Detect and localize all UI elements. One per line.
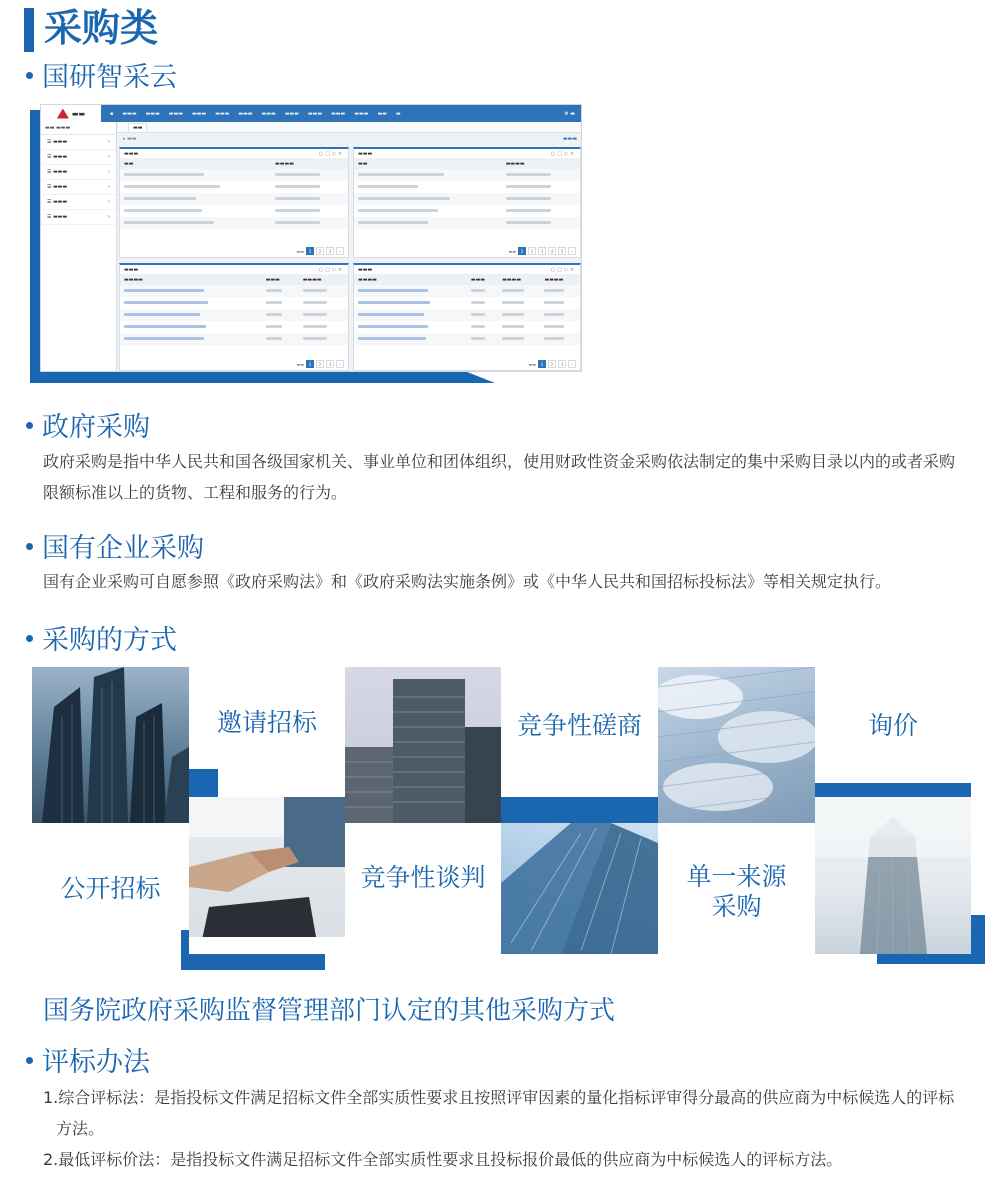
screenshot-frame-bottom [30,372,495,383]
bullet-icon [26,72,33,79]
evaluation-item-2: 2.最低评标价法：是指投标文件满足招标文件全部实质性要求且投标报价最低的供应商为中标候选人的评标方法。 [43,1150,843,1169]
sidebar-item: ☰ ▬▬▬ › [41,135,116,150]
section-gov-text: 政府采购是指中华人民共和国各级国家机关、事业单位和团体组织，使用财政性资金采购依法制定的集中采购目录以内的或者采购限额标准以上的货物、工程和服务的行为。 [43,452,956,502]
glass-facade-image [658,667,815,823]
image-dark-towers [32,667,189,823]
handshake-image [189,797,345,954]
panel-table: ▬▬ ▬▬▬▬ [354,159,580,229]
nav-item: ▬▬▬ [354,110,369,117]
nav-item: ▬▬▬ [215,110,230,117]
evaluation-item-1-cont: 方法。 [56,1119,105,1138]
decor-block [501,797,658,823]
nav-item: ▬ [395,110,401,117]
panel-table: ▬▬▬▬ ▬▬▬ ▬▬▬▬ ▬▬▬▬ [354,275,580,345]
panel-header: ▬▬▬ ○□◇× [354,265,580,275]
method-invited-bidding: 邀请招标 [216,708,317,737]
nav-item: ▬▬▬ [331,110,346,117]
section-guoyan-heading: 国研智采云 [26,61,177,95]
panel-table: ▬▬▬▬ ▬▬▬ ▬▬▬▬ [120,275,348,345]
sidebar-header: ▬▬ ▬▬▬ [41,122,116,135]
title-accent-bar [24,8,34,52]
bullet-icon [26,543,33,550]
sidebar-item: ☰ ▬▬▬ › [41,210,116,225]
panel-header: ▬▬▬ ○□◇× [354,149,580,159]
image-handshake [189,797,345,954]
logo-text: ▬▬ [71,109,86,118]
sidebar-item: ☰ ▬▬▬ › [41,165,116,180]
evaluation-item-1: 1.综合评标法：是指投标文件满足招标文件全部实质性要求且按照评审因素的量化指标评审得分最高的供应商为中标候选人的评标 [43,1088,955,1107]
section-gov-heading: 政府采购 [26,411,150,445]
image-foggy-tower [815,797,971,954]
image-upward-building [501,823,658,954]
nav-item: ▬▬ [377,110,387,117]
section-soe-heading: 国有企业采购 [26,532,204,566]
nav-item: ▪ [110,110,114,117]
nav-item: ▬▬▬ [122,110,137,117]
bullet-icon [26,422,33,429]
nav-item: ▬▬▬ [238,110,253,117]
panel-header: ▬▬▬ ○□◇× [120,265,348,275]
panel-pager: ▬▬ 1 2 3 › [296,247,344,255]
app-panel [353,147,581,258]
nav-item: ▬▬▬ [168,110,183,117]
app-breadcrumb: ▸ ▬▬ [123,136,137,142]
nav-item: ▬▬▬ [191,110,207,117]
app-panel [119,147,349,258]
user-icon: ⚙ ▬ [564,110,575,117]
decor-block [188,769,218,797]
panel-pager: ▬▬ 1 2 3 4 5 › [508,247,576,255]
app-panel [119,263,349,371]
evaluation-list [43,1082,968,1175]
upward-building-image [501,823,658,954]
skyscrapers-image [32,667,189,823]
method-inquiry: 询价 [867,711,918,740]
panel-pager: ▬▬ 1 2 3 › [296,360,344,368]
section-soe-text: 国有企业采购可自愿参照《政府采购法》和《政府采购法实施条例》或《中华人民共和国招标投标法》等相关规定执行。 [43,572,892,591]
app-sidebar [41,122,117,371]
decor-block [815,783,971,797]
screenshot-frame-left [30,110,40,382]
section-evaluation-heading: 评标办法 [26,1046,150,1080]
method-competitive-consultation: 竞争性磋商 [516,711,642,740]
sidebar-item: ☰ ▬▬▬ › [41,195,116,210]
sidebar-item: ☰ ▬▬▬ › [41,150,116,165]
app-breadcrumb-right: ▬▬▬ [562,136,577,142]
method-single-source: 单一来源采购 [686,862,787,921]
panel-header: ▬▬▬ ○□◇× [120,149,348,159]
panel-pager: ▬▬ 1 2 3 › [528,360,576,368]
nav-item: ▬▬▬ [307,110,323,117]
app-tabs [118,122,581,133]
bullet-icon [26,635,33,642]
app-tab: ▬▬ [128,123,147,133]
image-glass-facade [658,667,815,823]
foggy-tower-image [815,797,971,954]
app-top-bar [41,105,581,122]
logo-mark-icon [57,109,69,119]
method-competitive-negotiation: 竞争性谈判 [360,863,486,892]
methods-other: 国务院政府采购监督管理部门认定的其他采购方式 [43,996,616,1026]
method-open-bidding: 公开招标 [60,874,161,903]
nav-item: ▬▬▬ [284,110,299,117]
panel-table: ▬▬ ▬▬▬▬ [120,159,348,229]
nav-item: ▬▬▬ [261,110,276,117]
app-logo [41,105,101,122]
image-office-building [345,667,501,823]
app-panel [353,263,581,371]
bullet-icon [26,1057,33,1064]
app-screenshot [40,104,582,372]
sidebar-item: ☰ ▬▬▬ › [41,180,116,195]
page-title: 采购类 [44,6,159,50]
office-building-image [345,667,501,823]
nav-item: ▬▬▬ [145,110,160,117]
section-methods-heading: 采购的方式 [26,624,177,658]
